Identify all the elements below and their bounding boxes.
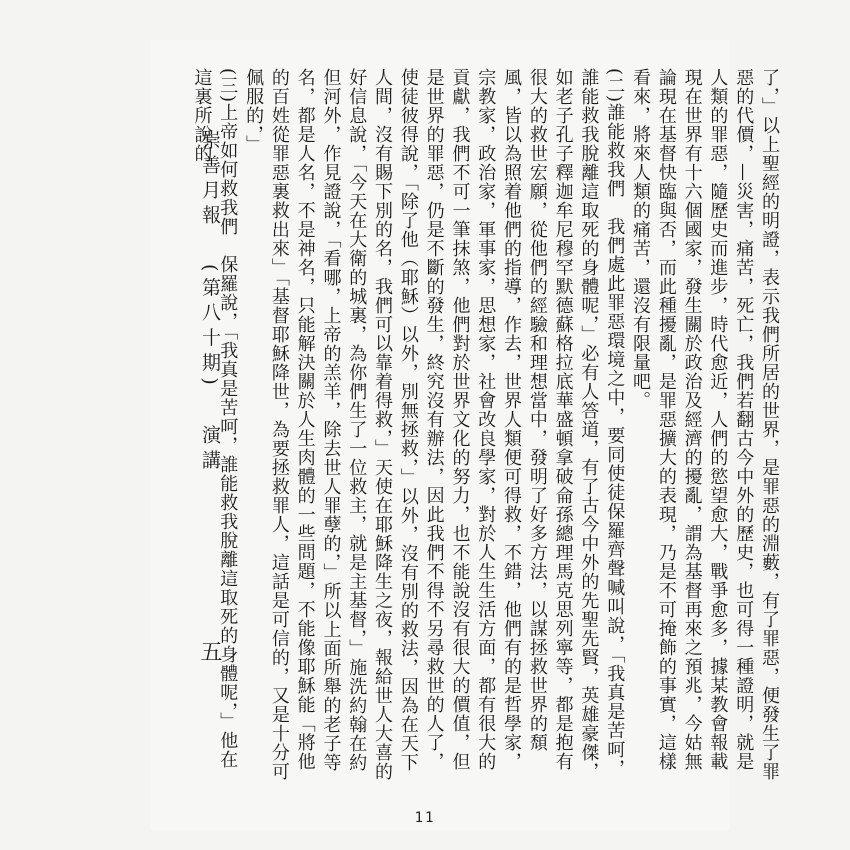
section-title: 演講	[199, 424, 221, 475]
issue-number: (第八十期)	[199, 264, 221, 391]
footer-page-number: 11	[414, 810, 436, 826]
paragraph-2: (二)誰能救我們 我們處此罪惡環境之中，要同使徒保羅齊聲喊叫說，「我真是苦呵，誰能救我脫離這取死的身體呢，」必有人答道，有了古今中外的先聖先賢，英雄豪傑，如老子孔子釋迦牟尼穆罕默德蘇格拉底華盛頓拿破侖孫總理馬克思列寧等，都是抱有很大的救世宏願，從他們的經驗和理想當中，發明了好多方法，以謀拯救世界的頹風，皆以為照着他們的指導，作去，世界人類便可得救，不錯，他們有的是哲學家，宗教家，政治家，軍事家，思想家，社會改良學家，對於人生生活方面，都有很大的貢獻，我們不可一筆抹煞，他們對於世界文化的努力，也不能說沒有很大的價值，但是世界的罪惡，仍是不斷的發生，終究沒有辦法，因此我們不得不另尋救世的人了，使徒彼得說，「除了他（耶穌）以外，別無拯救，」以外，沒有別的救法，因為在天下人間，沒有賜下別的名，我們可以靠着得救，」天使在耶穌降生之夜，報給世人大喜的好信息說，「今天在大衛的城裏，為你們生了一位救主，就是主基督，」施洗約翰在約但河外，作見證說，「看哪，上帝的羔羊，除去世人罪孽的，」所以上面所舉的老子等名，都是人名，不是神名，只能解決關於人生肉體的一些問題，不能像耶穌能「將他的百姓從罪惡裏救出來」「基督耶穌降世，為要拯救罪人，這話是可信的，又是十分可佩服的，」	[243, 68, 626, 781]
paragraph-3: (三)上帝如何救我們 保羅說，「我真是苦呵，誰能救我脫離這取死的身體呢，」他在這裏所說的	[191, 68, 239, 770]
journal-title: 崇善月報	[199, 130, 221, 230]
header-page-number: 五	[197, 640, 222, 662]
paragraph-1: 了，」以上聖經的明證，表示我們所居的世界，是罪惡的淵藪，有了罪惡，便發生了罪惡的代價，—災害，痛苦，死亡，我們若翻古今中外的歷史，也可得一種證明，就是人類的罪惡，隨歷史而進步，時代愈近，人們的慾望愈大，戰爭愈多，據某教會報載現在世界有十六個國家，發生關於政治及經濟的擾亂，謂為基督再來之預兆，今姑無論現在基督快臨與否，而此種擾亂，是罪惡擴大的表現，乃是不可掩飾的事實，這樣看來，將來人類的痛苦，還沒有限量吧。	[630, 68, 780, 781]
